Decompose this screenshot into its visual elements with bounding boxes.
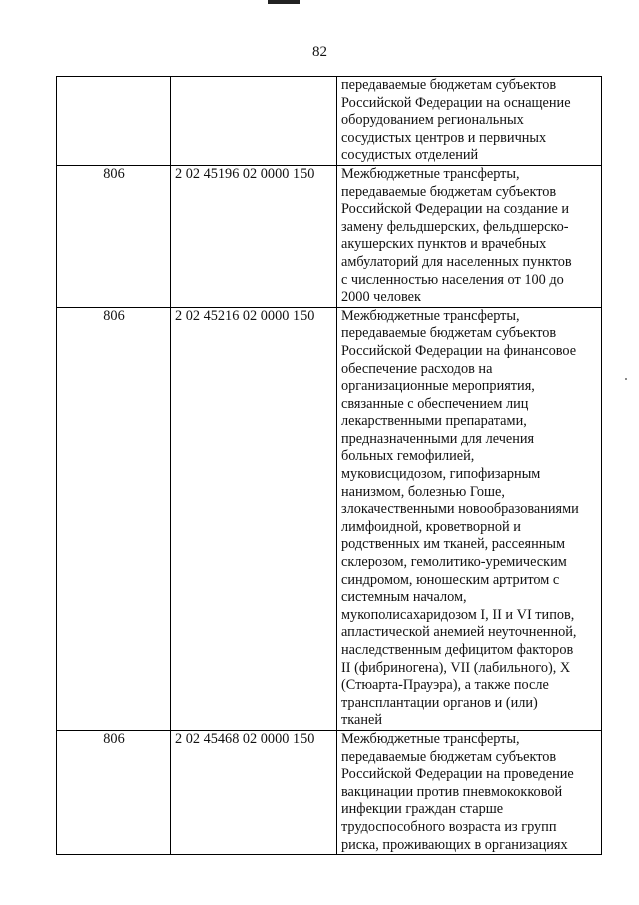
classification-code-cell: 2 02 45196 02 0000 150 (171, 165, 337, 307)
description-line: передаваемые бюджетам субъектов (341, 183, 557, 200)
description-line: Российской Федерации на создание и (341, 201, 570, 218)
description-line: оборудованием региональных (341, 112, 524, 129)
admin-code-cell: 806 (57, 165, 171, 307)
description-line: лимфоидной, кроветворной и (341, 518, 521, 535)
description-line: с численностью населения от 100 до (341, 271, 564, 288)
description-line: Российской Федерации на проведение (341, 766, 574, 783)
description-line: сосудистых отделений (341, 147, 479, 164)
description-line: обеспечение расходов на (341, 360, 493, 377)
description-line: сосудистых центров и первичных (341, 129, 547, 146)
description-line: 2000 человек (341, 289, 421, 306)
description-line: больных гемофилией, (341, 448, 475, 465)
description-line: передаваемые бюджетам субъектов (341, 325, 557, 342)
description-line: апластической анемией неуточненной, (341, 624, 577, 641)
description-line: передаваемые бюджетам субъектов (341, 748, 557, 765)
scan-mark (268, 0, 300, 4)
admin-code-cell: 806 (57, 730, 171, 854)
description-cell (337, 77, 602, 166)
admin-code-cell (57, 77, 171, 166)
page-number: 82 (312, 44, 327, 60)
description-line: родственных им тканей, рассеянным (341, 536, 566, 553)
admin-code-cell: 806 (57, 307, 171, 730)
description-line: злокачественными новообразованиями (341, 501, 579, 518)
description-line: Российской Федерации на финансовое (341, 342, 577, 359)
description-line: склерозом, гемолитико-уремическим (341, 554, 567, 571)
description-line: Межбюджетные трансферты, (341, 307, 520, 324)
description-line: (Стюарта-Прауэра), а также после (341, 677, 549, 694)
description-line: лекарственными препаратами, (341, 413, 527, 430)
description-line: Межбюджетные трансферты, (341, 165, 520, 182)
budget-classification-table (56, 76, 602, 855)
description-line: организационные мероприятия, (341, 378, 535, 395)
description-line: передаваемые бюджетам субъектов (341, 77, 557, 93)
description-cell (337, 730, 602, 854)
description-line: риска, проживающих в организациях (341, 836, 568, 853)
description-line: Межбюджетные трансферты, (341, 730, 520, 747)
description-line: нанизмом, болезнью Гоше, (341, 483, 505, 500)
description-line: синдромом, юношеским артритом с (341, 571, 560, 588)
classification-code-cell: 2 02 45468 02 0000 150 (171, 730, 337, 854)
classification-code-cell: 2 02 45216 02 0000 150 (171, 307, 337, 730)
description-line: трудоспособного возраста из групп (341, 818, 557, 835)
description-line: связанные с обеспечением лиц (341, 395, 529, 412)
description-line: муковисцидозом, гипофизарным (341, 466, 541, 483)
table-row (57, 77, 602, 166)
table-row (57, 307, 602, 730)
description-line: системным началом, (341, 589, 467, 606)
classification-code-cell (171, 77, 337, 166)
description-line: наследственным дефицитом факторов (341, 642, 574, 658)
description-line: II (фибриногена), VII (лабильного), X (341, 659, 571, 676)
description-line: мукополисахаридозом I, II и VI типов, (341, 606, 575, 623)
description-line: вакцинации против пневмококковой (341, 783, 563, 800)
description-line: замену фельдшерских, фельдшерско- (341, 218, 569, 235)
description-line: тканей (341, 712, 382, 729)
description-line: трансплантации органов и (или) (341, 694, 538, 711)
description-line: инфекции граждан старше (341, 801, 504, 818)
description-cell (337, 165, 602, 307)
description-line: Российской Федерации на оснащение (341, 94, 571, 111)
table-row (57, 165, 602, 307)
scan-speck (625, 378, 627, 380)
description-line: предназначенными для лечения (341, 430, 535, 447)
description-line: амбулаторий для населенных пунктов (341, 253, 572, 270)
description-cell (337, 307, 602, 730)
description-line: акушерских пунктов и врачебных (341, 236, 547, 253)
table-row (57, 730, 602, 854)
